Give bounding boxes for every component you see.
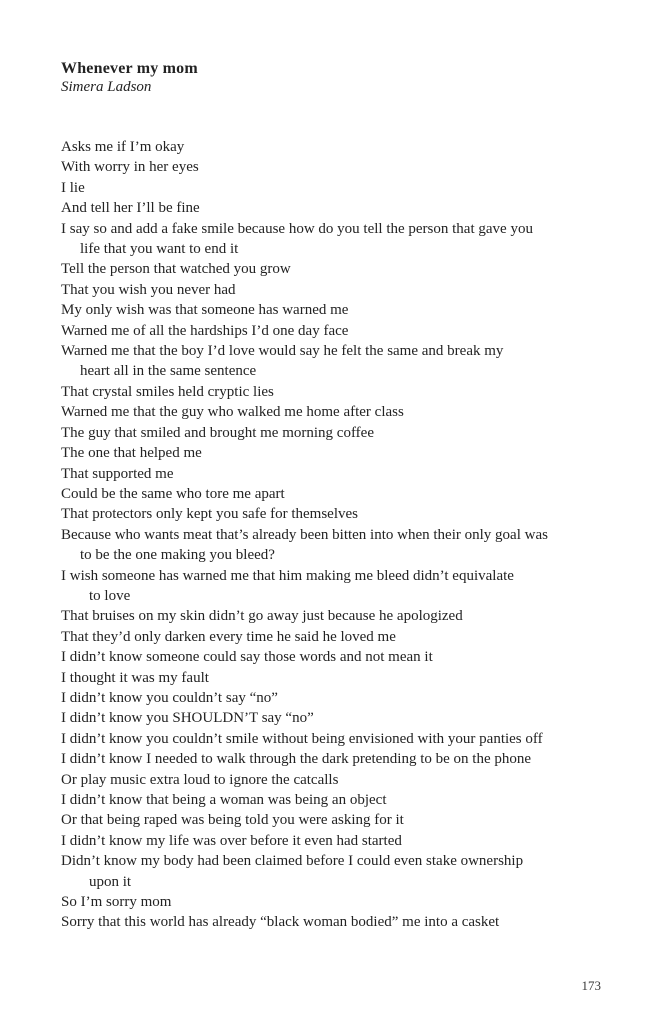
poem-line: Warned me that the boy I’d love would say he felt the same and break my	[61, 343, 504, 360]
poem-line: My only wish was that someone has warned me	[61, 302, 349, 319]
poem-line: Because who wants meat that’s already been bitten into when their only goal was	[61, 526, 548, 543]
poem-line: Sorry that this world has already “black woman bodied” me into a casket	[61, 914, 500, 931]
page-number: 173	[581, 978, 601, 993]
poem-line: And tell her I’ll be fine	[61, 200, 200, 217]
poem-line: I didn’t know my life was over before it even had started	[61, 832, 402, 849]
poem-line: I say so and add a fake smile because how do you tell the person that gave you	[61, 220, 533, 237]
poem-line: That they’d only darken every time he said he loved me	[61, 628, 396, 645]
poem-line: I didn’t know that being a woman was being an object	[61, 792, 387, 808]
poem-line: I wish someone has warned me that him making me bleed didn’t equivalate	[61, 567, 514, 584]
poem-line: Didn’t know my body had been claimed before I could even stake ownership	[61, 853, 524, 870]
poem-line: That protectors only kept you safe for themselves	[61, 506, 358, 523]
poem-line: Or that being raped was being told you were asking for it	[61, 812, 404, 829]
poem-line: I didn’t know you couldn’t smile without being envisioned with your panties off	[61, 730, 543, 747]
poem-line: heart all in the same sentence	[80, 363, 257, 380]
poem-line: The one that helped me	[61, 445, 202, 462]
poem-title: Whenever my mom	[61, 60, 198, 77]
poem-line: I lie	[61, 179, 85, 196]
poem-line: Warned me of all the hardships I’d one day face	[61, 322, 349, 339]
poem-body	[61, 137, 621, 933]
poem-line: With worry in her eyes	[61, 159, 199, 176]
poem-line: Or play music extra loud to ignore the catcalls	[61, 771, 339, 788]
poem-line: The guy that smiled and brought me morning coffee	[61, 424, 374, 441]
poem-line: I didn’t know someone could say those words and not mean it	[61, 649, 433, 666]
poem-line: life that you want to end it	[80, 241, 239, 258]
poem-line: Tell the person that watched you grow	[61, 261, 291, 278]
poem-line: That supported me	[61, 465, 174, 482]
poem-line: I didn’t know I needed to walk through the dark pretending to be on the phone	[61, 751, 532, 768]
poem-line: Warned me that the guy who walked me home after class	[61, 404, 404, 421]
poem-line: Asks me if I’m okay	[61, 139, 185, 155]
poem-line: to be the one making you bleed?	[80, 547, 275, 564]
poem-line: That crystal smiles held cryptic lies	[61, 383, 274, 400]
poem-line: That you wish you never had	[61, 281, 236, 298]
poem-line: That bruises on my skin didn’t go away just because he apologized	[61, 608, 463, 625]
poem-line: upon it	[89, 873, 132, 890]
poem-line: Could be the same who tore me apart	[61, 485, 285, 502]
poem-author: Simera Ladson	[61, 79, 152, 95]
page-content	[61, 60, 621, 933]
poem-line: to love	[89, 587, 131, 604]
poem-line: So I’m sorry mom	[61, 894, 172, 911]
poem-line: I didn’t know you couldn’t say “no”	[61, 689, 278, 706]
poem-line: I didn’t know you SHOULDN’T say “no”	[61, 710, 314, 727]
poem-line: I thought it was my fault	[61, 669, 209, 686]
